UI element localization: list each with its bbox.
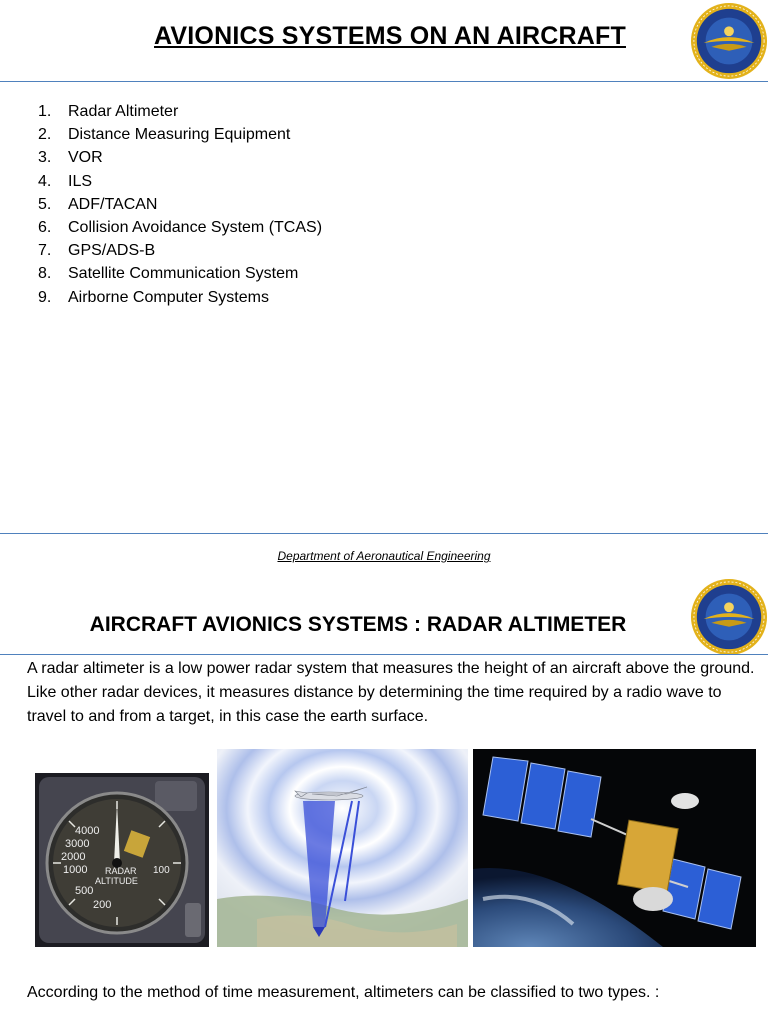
list-item-number: 4. bbox=[38, 172, 52, 190]
title-divider bbox=[0, 654, 768, 655]
list-item bbox=[38, 216, 322, 239]
list-item bbox=[38, 146, 322, 169]
satellite-image bbox=[473, 749, 756, 947]
gauge-scale-4000: 4000 bbox=[75, 825, 100, 837]
list-item-label: ADF/TACAN bbox=[68, 195, 158, 213]
list-item bbox=[38, 170, 322, 193]
list-item bbox=[38, 262, 322, 285]
avionics-system-list bbox=[38, 100, 322, 309]
gauge-label-altitude: ALTITUDE bbox=[95, 876, 138, 886]
list-item-number: 3. bbox=[38, 149, 52, 167]
altimeter-gauge-image bbox=[35, 773, 209, 947]
list-item-label: Airborne Computer Systems bbox=[68, 288, 269, 306]
gauge-scale-200: 200 bbox=[93, 899, 112, 911]
list-item-label: ILS bbox=[68, 172, 93, 190]
altimeter-classification-text: According to the method of time measurement, altimeters can be classified to two types. : bbox=[27, 984, 660, 1001]
list-item-number: 7. bbox=[38, 242, 52, 260]
gauge-scale-3000: 3000 bbox=[65, 838, 90, 850]
list-item-number: 5. bbox=[38, 195, 52, 213]
gauge-scale-1000: 1000 bbox=[63, 864, 88, 876]
department-footer: Department of Aeronautical Engineering bbox=[277, 549, 491, 563]
list-item-number: 8. bbox=[38, 265, 52, 283]
list-item bbox=[38, 100, 322, 123]
list-item bbox=[38, 193, 322, 216]
list-item bbox=[38, 239, 322, 262]
list-item-label: GPS/ADS-B bbox=[68, 242, 156, 260]
list-item-number: 6. bbox=[38, 219, 52, 237]
list-item-number: 1. bbox=[38, 103, 52, 120]
gauge-scale-2000: 2000 bbox=[61, 851, 86, 863]
list-item-number: 2. bbox=[38, 126, 52, 144]
list-item-label: Radar Altimeter bbox=[68, 103, 179, 120]
footer-divider bbox=[0, 533, 768, 534]
list-item-label: VOR bbox=[68, 149, 103, 167]
list-item-number: 9. bbox=[38, 288, 52, 306]
gauge-scale-100: 100 bbox=[153, 865, 170, 876]
list-item-label: Collision Avoidance System (TCAS) bbox=[68, 219, 323, 237]
title-divider bbox=[0, 81, 768, 82]
radar-altimeter-description: A radar altimeter is a low power radar system that measures the height of an aircraft above the ground. Like other radar devices, it measures distance by determining the time required by a radio wave to travel to and from a target, in this case the earth surface. bbox=[27, 660, 755, 725]
list-item bbox=[38, 123, 322, 146]
slide-title: AVIONICS SYSTEMS ON AN AIRCRAFT bbox=[154, 22, 626, 50]
list-item-label: Satellite Communication System bbox=[68, 265, 299, 283]
gauge-scale-500: 500 bbox=[75, 885, 94, 897]
university-seal-icon bbox=[690, 2, 768, 80]
slide-title: AIRCRAFT AVIONICS SYSTEMS : RADAR ALTIMETER bbox=[89, 613, 627, 636]
radar-wave-illustration bbox=[217, 749, 468, 947]
gauge-label-radar: RADAR bbox=[105, 866, 137, 876]
list-item bbox=[38, 286, 322, 309]
list-item-label: Distance Measuring Equipment bbox=[68, 126, 291, 144]
